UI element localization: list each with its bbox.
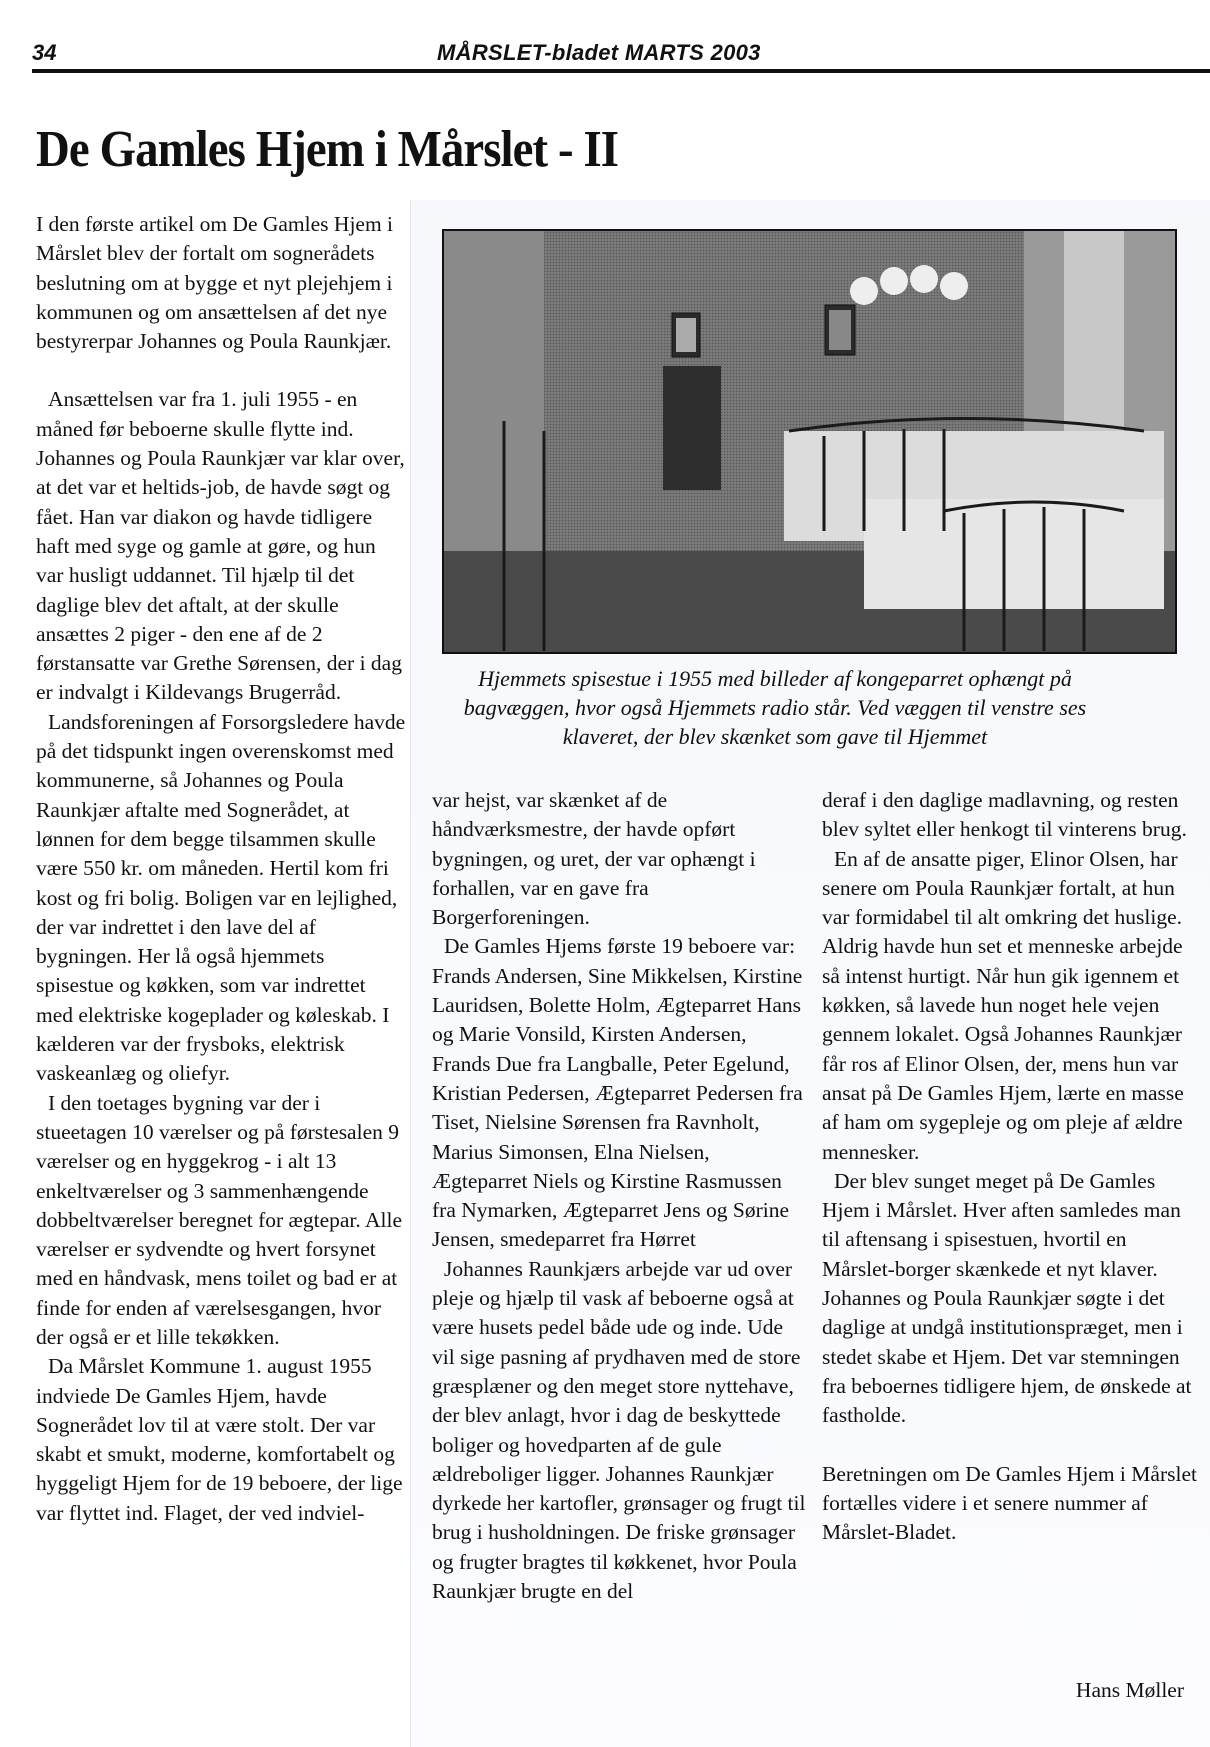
column-left (36, 210, 406, 1528)
paragraph: Ansættelsen var fra 1. juli 1955 - en måned før beboerne skulle flytte ind. Johannes og Poula Raunkjær var klar over, at det var et heltids-job, de havde søgt og fået. Han var diakon og havde tidligere haft med syge og gamle at gøre, og hun var husligt uddannet. Til hjælp til det daglige blev det aftalt, at der skulle ansættes 2 piger - den ene af de 2 førstansatte var Grethe Sørensen, der i dag er indvalgt i Kildevangs Brugerråd. (36, 387, 405, 705)
paragraph: deraf i den daglige madlavning, og resten blev syltet eller henkogt til vinterens brug. (822, 788, 1187, 842)
paragraph: var hejst, var skænket af de håndværksmestre, der havde opført bygningen, og uret, der var ophængt i forhallen, var en gave fra Borgerforeningen. (432, 788, 756, 930)
column-right (822, 786, 1202, 1547)
paragraph: En af de ansatte piger, Elinor Olsen, har senere om Poula Raunkjær fortalt, at hun var formidabel til alt omkring det huslige. Aldrig havde hun set et menneske arbejde så intenst hurtigt. Når hun gik igennem et køkken, så lavede hun noget hele vejen gennem lokalet. Også Johannes Raunkjær får ros af Elinor Olsen, der, mens hun var ansat på De Gamles Hjem, lærte en masse af ham om sygepleje og om pleje af ældre mennesker. (822, 846, 1184, 1164)
closing-note: Beretningen om De Gamles Hjem i Mårslet fortælles videre i et senere nummer af Mårslet-Bladet. (822, 1461, 1197, 1545)
article-title: De Gamles Hjem i Mårslet - II (36, 121, 619, 178)
paragraph: I den første artikel om De Gamles Hjem i Mårslet blev der fortalt om sognerådets beslutning om at bygge et nyt plejehjem i kommunen og om ansættelsen af det nye bestyrerpar Johannes og Poula Raunkjær. (36, 212, 394, 354)
author-signature: Hans Møller (1075, 1678, 1184, 1702)
paragraph: De Gamles Hjems første 19 beboere var: Frands Andersen, Sine Mikkelsen, Kirstine Lauridsen, Bolette Holm, Ægteparret Hans og Marie Vonsild, Kirsten Andersen, Frands Due fra Langballe, Peter Egelund, Kristian Pedersen, Ægteparret Pedersen fra Tiset, Nielsine Sørensen fra Ravnholt, Marius Simonsen, Elna Nielsen, Ægteparret Niels og Kirstine Rasmussen fra Nymarken, Ægteparret Jens og Sørine Jensen, smedeparret fra Hørret (432, 934, 803, 1252)
divider (410, 200, 411, 1747)
page-number: 34 (32, 40, 57, 65)
photo-caption: Hjemmets spisestue i 1955 med billeder af kongeparret ophængt på bagvæggen, hvor også Hjemmets radio står. Ved væggen til venstre ses klaveret, der blev skænket som gave til Hjemmet (463, 666, 1087, 749)
paragraph: Landsforeningen af Forsorgsledere havde på det tidspunkt ingen overenskomst med kommunerne, så Johannes og Poula Raunkjær aftalte med Sognerådet, at lønnen for dem begge tilsammen skulle være 550 kr. om måneden. Hertil kom fri kost og fri bolig. Boligen var en lejlighed, der var indrettet i den lave del af bygningen. Her lå også hjemmets spisestue og køkken, som var indrettet med elektriske kogeplader og køleskab. I kælderen var der frysboks, elektrisk vaskeanlæg og oliefyr. (36, 709, 406, 1086)
running-head: MÅRSLET-bladet MARTS 2003 (437, 40, 761, 65)
header-rule (32, 69, 1210, 73)
paragraph: I den toetages bygning var der i stueetagen 10 værelser og på førstesalen 9 værelser og en hyggekrog - i alt 13 enkeltværelser og 3 sammenhængende dobbeltværelser beregnet for ægtepar. Alle værelser er sydvendte og hvert forsynet med en håndvask, mens toilet og bad er at finde for enden af værelsesgangen, hvor der også er et lille tekøkken. (36, 1090, 402, 1349)
dining-room-photo (442, 229, 1177, 654)
photo-dining-room-icon (444, 231, 1175, 652)
paragraph: Johannes Raunkjærs arbejde var ud over pleje og hjælp til vask af beboerne også at være husets pedel både ude og inde. Ude vil sige pasning af prydhaven med de store græsplæner og den meget store nyttehave, der blev anlagt, hvor i dag de beskyttede boliger og hovedparten af de gule ældreboliger ligger. Johannes Raunkjær dyrkede her kartofler, grønsager og frugt til brug i husholdningen. De friske grønsager og frugter bragtes til køkkenet, hvor Poula Raunkjær brugte en del (432, 1256, 806, 1604)
paragraph: Da Mårslet Kommune 1. august 1955 indviede De Gamles Hjem, havde Sognerådet lov til at være stolt. Der var skabt et smukt, moderne, komfortabelt og hyggeligt Hjem for de 19 beboere, der lige var flyttet ind. Flaget, der ved indviel- (36, 1354, 403, 1525)
paragraph: Der blev sunget meget på De Gamles Hjem i Mårslet. Hver aften samledes man til aftensang i spisestuen, hvortil en Mårslet-borger skænkede et nyt klaver. Johannes og Poula Raunkjær søgte i det daglige at undgå institutionspræget, men i stedet skabe et Hjem. Det var stemningen fra beboernes tidligere hjem, de ønskede at fastholde. (822, 1168, 1192, 1428)
page-header (32, 40, 1210, 70)
column-middle (432, 786, 807, 1606)
